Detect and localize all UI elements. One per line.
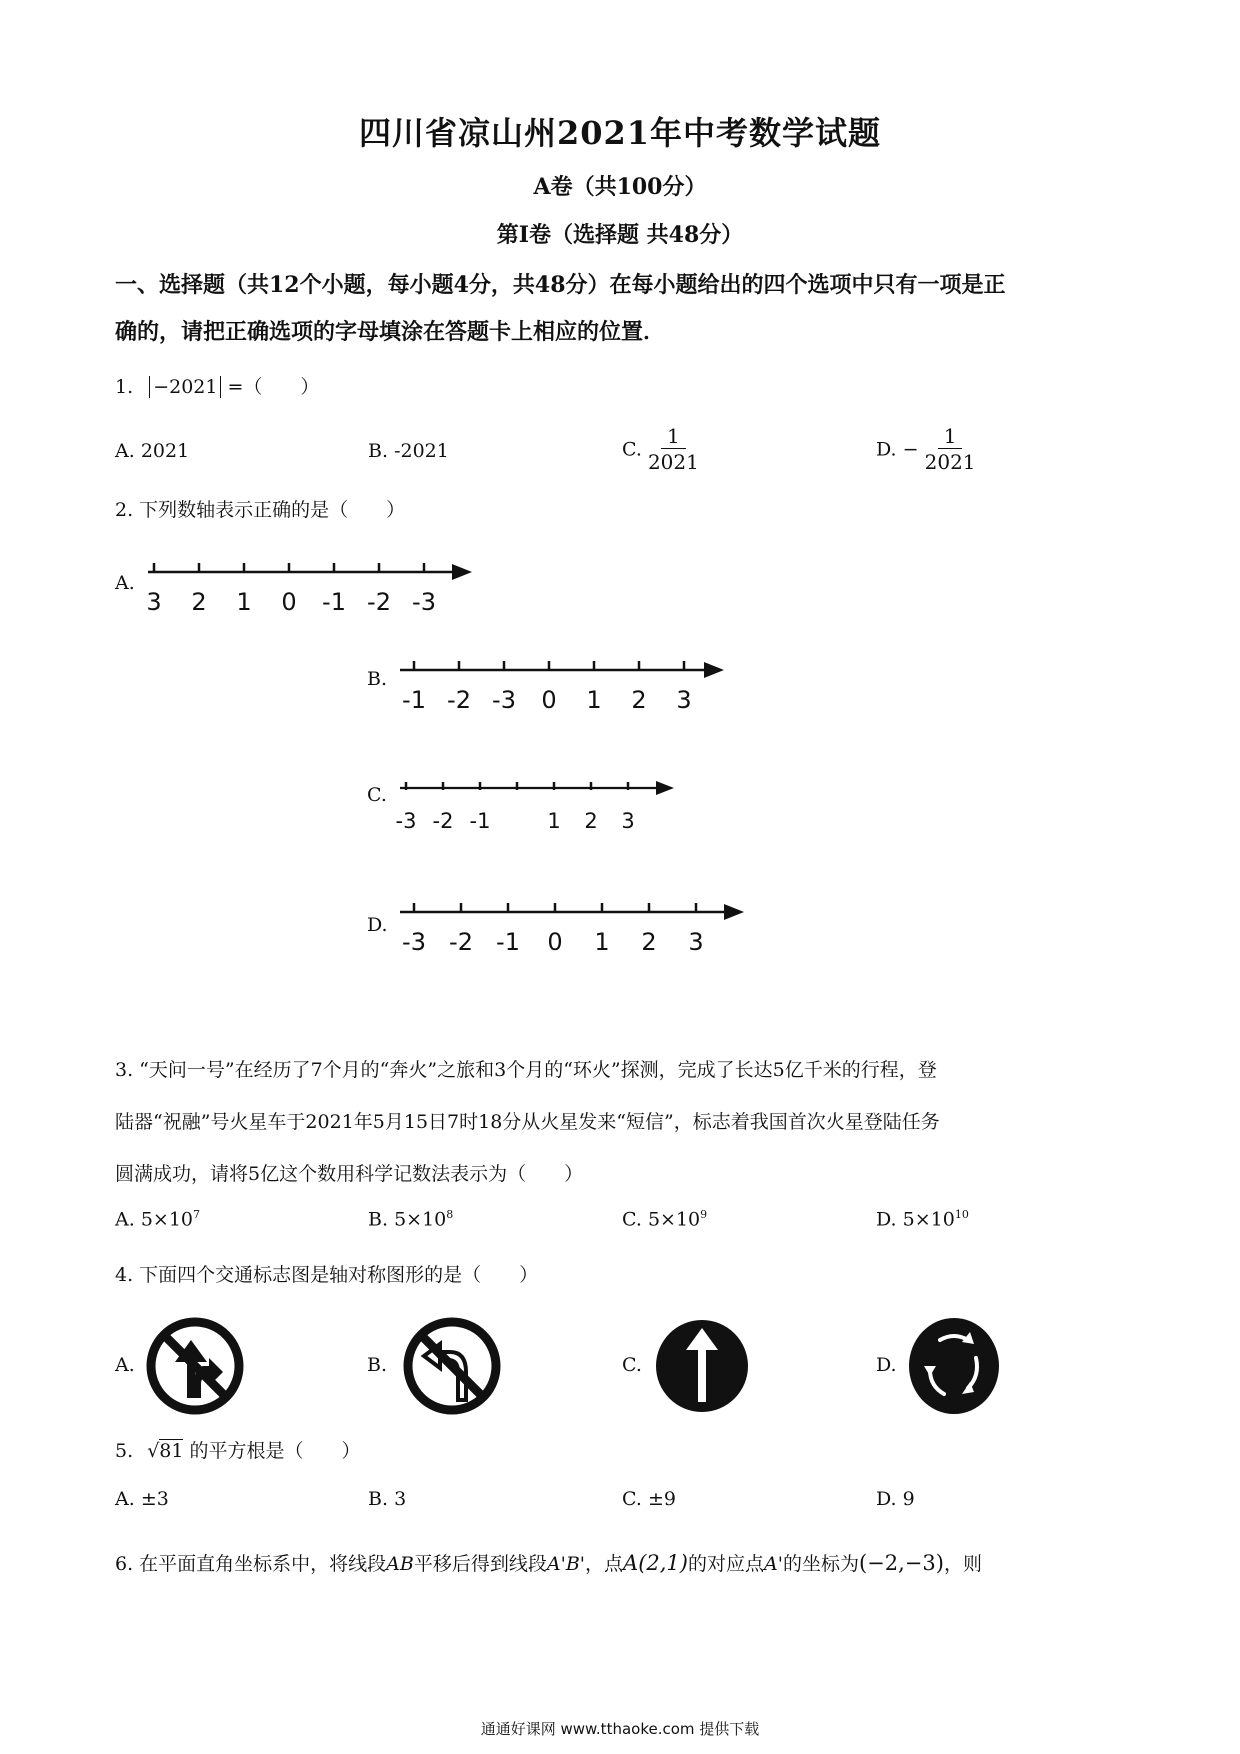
axis-a-labels: [146, 588, 436, 616]
number-line-d: [392, 892, 752, 964]
axis-label: 2: [631, 686, 647, 714]
axis-label: 1: [594, 928, 610, 956]
axis-label: -3: [402, 928, 426, 956]
axis-c-labels: [396, 809, 635, 832]
straight-ahead-sign-icon: [652, 1316, 752, 1416]
axis-b-labels: [402, 686, 692, 714]
axis-label: -1: [402, 686, 426, 714]
q2-option-b-letter: B.: [367, 668, 388, 690]
axis-label: 1: [236, 588, 252, 616]
fraction: $\frac{1}{2021}$: [924, 424, 976, 474]
q4-option-d-letter: D.: [876, 1354, 897, 1376]
roundabout-sign-icon: [904, 1314, 1004, 1418]
axis-label: 1: [547, 809, 561, 832]
part1-subtitle: 第I卷（选择题 共48分）: [496, 222, 744, 248]
question-1-stem: [115, 372, 319, 402]
q2-option-a-letter: A.: [115, 572, 135, 594]
question-2-stem: 2. 下列数轴表示正确的是（ ）: [115, 499, 406, 521]
no-left-turn-sign-icon: [402, 1316, 502, 1416]
axis-label: 3: [621, 809, 635, 832]
axis-label: 3: [146, 588, 162, 616]
q4-option-c-letter: C.: [622, 1354, 642, 1376]
number-line-a: [140, 552, 480, 622]
number-line-b: [392, 650, 732, 720]
axis-label: -3: [492, 686, 516, 714]
axis-label: -2: [447, 686, 471, 714]
number-line-c: [392, 770, 692, 832]
axis-label: 2: [191, 588, 207, 616]
q3-option-a: A. $5\times 10^7$: [115, 1208, 200, 1231]
q5-option-b: B. 3: [368, 1488, 407, 1510]
axis-label: -3: [395, 809, 417, 832]
section1-intro: [115, 262, 1135, 356]
q2-option-c-letter: C.: [367, 784, 387, 806]
q3-option-d: D. $5\times 10^{10}$: [876, 1208, 969, 1231]
intro-line-2: 确的，请把正确选项的字母填涂在答题卡上相应的位置．: [115, 319, 666, 345]
footer-source: 通通好课网 www.tthaoke.com 提供下载: [480, 1720, 760, 1738]
axis-label: 2: [584, 809, 598, 832]
q2-option-d-letter: D.: [367, 914, 388, 936]
axis-label: -2: [367, 588, 391, 616]
fraction: $\frac{1}{2021}$: [647, 424, 699, 474]
q1-option-b: B. -2021: [368, 440, 449, 462]
q5-option-c: C. ±9: [622, 1488, 676, 1510]
axis-label: 3: [676, 686, 692, 714]
axis-label: 2: [641, 928, 657, 956]
question-5-stem: 5. √81 的平方根是（ ）: [115, 1440, 361, 1462]
question-1-number: 1.: [115, 376, 134, 398]
q4-option-b-letter: B.: [367, 1354, 388, 1376]
axis-label: 0: [547, 928, 563, 956]
axis-label: -3: [412, 588, 436, 616]
axis-label: -1: [322, 588, 346, 616]
q3-option-c: C. $5\times 10^9$: [622, 1208, 708, 1231]
sqrt-icon: √: [147, 1440, 160, 1462]
axis-label: 0: [541, 686, 557, 714]
axis-label: -1: [469, 809, 491, 832]
q5-option-d: D. 9: [876, 1488, 915, 1510]
question-3-stem: 3. “天问一号”在经历了7个月的“奔火”之旅和3个月的“环火”探测，完成了长达5亿千米的行程，登 陆器“祝融”号火星车于2021年5月15日7时18分从火星发来“短信”，标志着我国首次火星登陆任务 圆满成功，请将5亿这个数用科学记数法表示为（ ）: [115, 1059, 940, 1185]
question-1-tail: =（ ）: [227, 376, 320, 398]
q1-option-c: C. $\frac{1}{2021}$: [622, 424, 699, 474]
q1-option-d: D. − $\frac{1}{2021}$: [876, 424, 976, 474]
axis-d-labels: [402, 928, 704, 956]
axis-label: 0: [281, 588, 297, 616]
axis-label: -2: [449, 928, 473, 956]
intro-line-1: 一、选择题（共12个小题，每小题4分，共48分）在每小题给出的四个选项中只有一项是正: [115, 272, 1006, 298]
page-title: 四川省凉山州2021年中考数学试题: [358, 114, 882, 152]
q3-option-b: B. $5\times 10^8$: [368, 1208, 454, 1231]
q4-option-a-letter: A.: [115, 1354, 135, 1376]
axis-label: -2: [432, 809, 454, 832]
no-straight-or-right-turn-sign-icon: [145, 1316, 245, 1416]
radicand: 81: [159, 1440, 184, 1462]
question-4-stem: 4. 下面四个交通标志图是轴对称图形的是（ ）: [115, 1264, 539, 1286]
axis-label: 1: [586, 686, 602, 714]
axis-label: -1: [496, 928, 520, 956]
absolute-value-expression: −2021: [149, 376, 221, 398]
q1-option-a: A. 2021: [115, 440, 190, 462]
axis-label: 3: [688, 928, 704, 956]
paper-a-subtitle: A卷（共100分）: [533, 174, 707, 200]
q5-option-a: A. ±3: [115, 1488, 169, 1510]
question-6-stem: 6. 在平面直角坐标系中，将线段AB平移后得到线段A'B'，点A(2,1)的对应点A'的坐标为(−2,−3)，则: [115, 1551, 982, 1575]
